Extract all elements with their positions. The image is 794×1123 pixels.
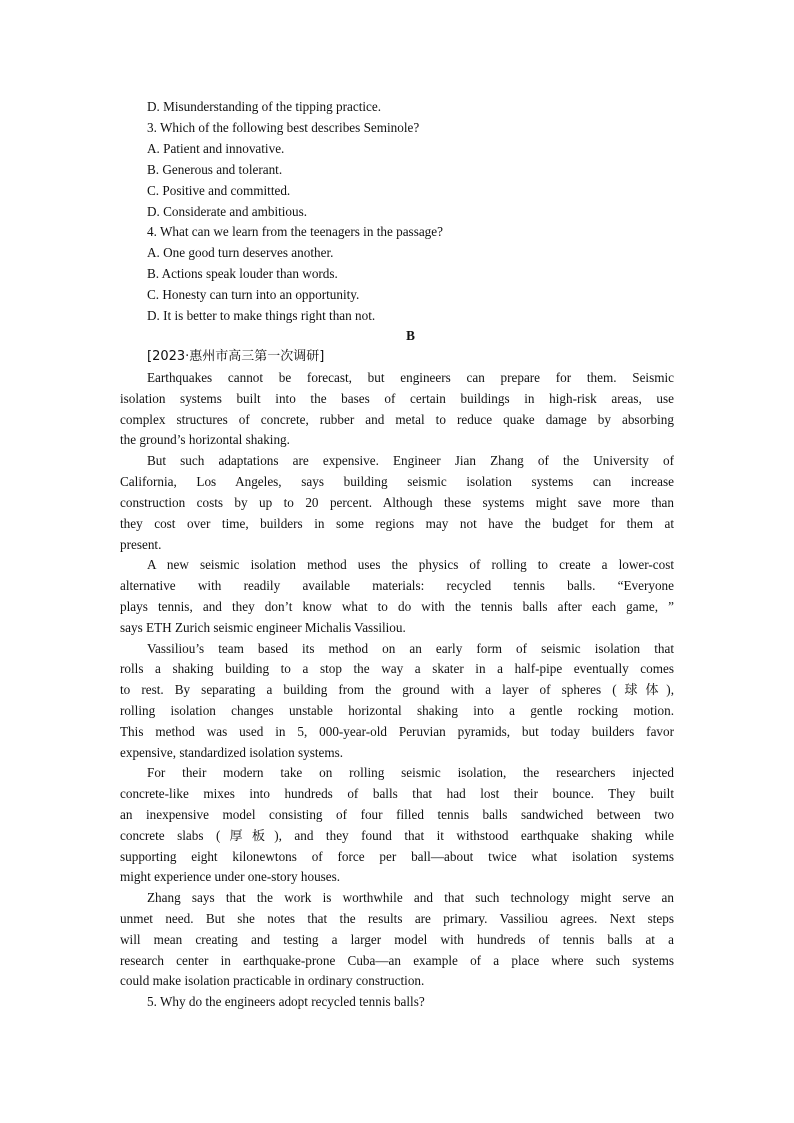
p4-line-4: rolling isolation changes unstable horizontal shaking into a gentle rocking motion. xyxy=(120,703,674,718)
p4-line-5: This method was used in 5, 000-year-old Peruvian pyramids, but today builders favor xyxy=(120,724,674,739)
source-tag: [2023·惠州市高三第一次调研] xyxy=(147,349,325,364)
p4-line-6: expensive, standardized isolation systems. xyxy=(120,745,344,760)
option-3c: C. Positive and committed. xyxy=(147,183,291,198)
option-4b: B. Actions speak louder than words. xyxy=(147,266,338,281)
p6-line-4: research center in earthquake-prone Cuba—an example of a place where such systems xyxy=(120,953,674,968)
p5-line-2: concrete-like mixes into hundreds of balls that had lost their bounce. They built xyxy=(120,786,674,801)
p1-line-1: Earthquakes cannot be forecast, but engineers can prepare for them. Seismic xyxy=(147,370,674,385)
option-3d-prev: D. Misunderstanding of the tipping practice. xyxy=(147,99,382,114)
p5-line-5: supporting eight kilonewtons of force per ball—about twice what isolation systems xyxy=(120,849,674,864)
option-4d: D. It is better to make things right than not. xyxy=(147,308,376,323)
question-4: 4. What can we learn from the teenagers in the passage? xyxy=(147,224,443,239)
p6-line-2: unmet need. But she notes that the results are primary. Vassiliou agrees. Next steps xyxy=(120,911,674,926)
question-5: 5. Why do the engineers adopt recycled tennis balls? xyxy=(147,994,425,1009)
option-3d: D. Considerate and ambitious. xyxy=(147,204,308,219)
p4-line-1: Vassiliou’s team based its method on an early form of seismic isolation that xyxy=(147,641,674,656)
p1-line-4: the ground’s horizontal shaking. xyxy=(120,432,290,447)
option-4c: C. Honesty can turn into an opportunity. xyxy=(147,287,360,302)
p3-line-2: alternative with readily available materials: recycled tennis balls. “Everyone xyxy=(120,578,674,593)
section-label: B xyxy=(406,328,415,343)
p6-line-5: could make isolation practicable in ordinary construction. xyxy=(120,973,425,988)
p3-line-4: says ETH Zurich seismic engineer Michalis Vassiliou. xyxy=(120,620,406,635)
p4-line-2: rolls a shaking building to a stop the way a skater in a half-pipe eventually comes xyxy=(120,661,674,676)
p2-line-1: But such adaptations are expensive. Engineer Jian Zhang of the University of xyxy=(147,453,674,468)
p2-line-5: present. xyxy=(120,537,162,552)
p3-line-3: plays tennis, and they don’t know what to do with the tennis balls after each game, ” xyxy=(120,599,674,614)
p1-line-2: isolation systems built into the bases of certain buildings in high-risk areas, use xyxy=(120,391,674,406)
p6-line-1: Zhang says that the work is worthwhile and that such technology might serve an xyxy=(147,890,674,905)
p1-line-3: complex structures of concrete, rubber and metal to reduce quake damage by absorbing xyxy=(120,412,674,427)
option-3a: A. Patient and innovative. xyxy=(147,141,285,156)
option-4a: A. One good turn deserves another. xyxy=(147,245,334,260)
p3-line-1: A new seismic isolation method uses the physics of rolling to create a lower-cost xyxy=(147,557,674,572)
p5-line-1: For their modern take on rolling seismic isolation, the researchers injected xyxy=(147,765,674,780)
option-3b: B. Generous and tolerant. xyxy=(147,162,283,177)
p6-line-3: will mean creating and testing a larger model with hundreds of tennis balls at a xyxy=(120,932,674,947)
question-3: 3. Which of the following best describes Seminole? xyxy=(147,120,420,135)
p2-line-3: construction costs by up to 20 percent. Although these systems might save more than xyxy=(120,495,674,510)
p5-line-6: might experience under one-story houses. xyxy=(120,869,341,884)
p4-line-3: to rest. By separating a building from the ground with a layer of spheres (球体), xyxy=(120,682,674,697)
p5-line-4: concrete slabs (厚板), and they found that it withstood earthquake shaking while xyxy=(120,828,674,843)
p2-line-2: California, Los Angeles, says building seismic isolation systems can increase xyxy=(120,474,674,489)
p5-line-3: an inexpensive model consisting of four filled tennis balls sandwiched between two xyxy=(120,807,674,822)
p2-line-4: they cost over time, builders in some regions may not have the budget for them at xyxy=(120,516,674,531)
